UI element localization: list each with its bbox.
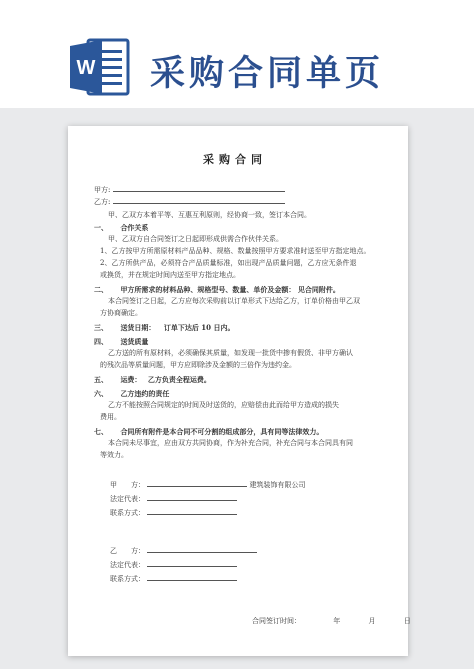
- section-2-title-2: 见合同附件。: [297, 285, 340, 294]
- sign-a-line: [110, 480, 305, 491]
- section-4-heading: [94, 336, 148, 347]
- section-1-title: 合作关系: [120, 223, 149, 232]
- sign-b-contact-blank: [147, 574, 237, 581]
- sign-a-company: 建筑装饰有限公司: [249, 481, 306, 489]
- section-1-p2: 1、乙方按甲方所需原材料产品品种、规格、数量按照甲方要求准时送至甲方指定地点。: [100, 247, 371, 255]
- party-a-label: 甲方:: [94, 186, 111, 194]
- sign-a-contact-blank: [147, 508, 237, 515]
- section-3-num: 三、: [94, 323, 108, 332]
- word-icon: [68, 36, 132, 98]
- section-1-p1: 甲、乙双方自合同签订之日起即形成供需合作伙伴关系。: [108, 235, 283, 243]
- sign-a-contact-label: 联系方式：: [110, 509, 145, 517]
- section-3-title: 送货日期：: [120, 323, 156, 332]
- section-2-p1a: 本合同签订之日起，乙方应每次采购前以订单形式下达给乙方，订单价格由甲乙双: [108, 297, 360, 305]
- party-b-blank: [113, 197, 285, 204]
- section-4-num: 四、: [94, 337, 108, 346]
- section-3-title-2: 订单下达后 10 日内。: [163, 323, 235, 332]
- section-3-heading: [94, 322, 235, 333]
- sign-a-label: 甲 方：: [110, 481, 145, 489]
- sign-a-rep-line: [110, 494, 237, 505]
- document-page: [68, 126, 411, 656]
- sign-b-rep-label: 法定代表：: [110, 561, 145, 569]
- section-7-num: 七、: [94, 427, 108, 436]
- section-1-heading: [94, 222, 148, 233]
- section-6-heading: [94, 388, 169, 399]
- section-4-p1a: 乙方送的所有原材料，必须确保其质量，如发现一批货中掺有假货、非甲方确认: [108, 349, 353, 357]
- sign-a-blank: [147, 480, 247, 487]
- section-6-p1b: 费用。: [100, 413, 121, 421]
- sign-b-rep-line: [110, 560, 237, 571]
- sign-b-blank: [147, 546, 257, 553]
- sign-a-rep-label: 法定代表：: [110, 495, 145, 503]
- section-7-p1b: 等效力。: [100, 451, 128, 459]
- section-6-title: 乙方违约的责任: [120, 389, 170, 398]
- signing-date-line: [252, 616, 411, 627]
- section-2-p1b: 方协商确定。: [100, 309, 142, 317]
- section-1-p3a: 2、乙方所供产品，必须符合产品质量标准，如出现产品质量问题，乙方应无条件退: [100, 259, 357, 267]
- sign-b-rep-blank: [147, 560, 237, 567]
- section-4-title: 送货质量: [120, 337, 149, 346]
- banner: [0, 0, 474, 108]
- section-5-title-2: 乙方负责全程运费。: [147, 375, 211, 384]
- section-6-num: 六、: [94, 389, 108, 398]
- party-a-line: [94, 185, 285, 196]
- section-5-title: 运费：: [120, 375, 142, 384]
- signing-date-label: 合同签订时间：: [252, 617, 301, 625]
- section-6-p1a: 乙方不能按照合同规定的时间及时送货的，应赔偿由此而给甲方造成的损失: [108, 401, 339, 409]
- section-2-heading: [94, 284, 340, 295]
- section-5-heading: [94, 374, 211, 385]
- section-2-title: 甲方所需求的材料品种、规格型号、数量、单价及金额：: [120, 285, 296, 294]
- section-5-num: 五、: [94, 375, 108, 384]
- party-b-line: [94, 197, 285, 208]
- intro-text: 甲、乙双方本着平等、互惠互利原则，经协商一致，签订本合同。: [108, 211, 311, 219]
- section-1-p3b: 或换货，并在规定时间内送至甲方指定地点。: [100, 271, 240, 279]
- sign-a-contact-line: [110, 508, 237, 519]
- sign-b-contact-label: 联系方式：: [110, 575, 145, 583]
- sign-a-rep-blank: [147, 494, 237, 501]
- section-7-p1a: 本合同未尽事宜，应由双方共同协商，作为补充合同，补充合同与本合同具有同: [108, 439, 353, 447]
- banner-title: 采购合同单页: [150, 54, 385, 94]
- signing-date-day: 日: [403, 617, 411, 625]
- signing-date-month: 月: [368, 617, 376, 625]
- party-a-blank: [113, 185, 285, 192]
- section-7-heading: [94, 426, 323, 437]
- sign-b-contact-line: [110, 574, 237, 585]
- section-7-title: 合同所有附件是本合同不可分割的组成部分，具有同等法律效力。: [120, 427, 324, 436]
- signing-date-year: 年: [333, 617, 341, 625]
- svg-text:W: W: [76, 57, 96, 79]
- sign-b-label: 乙 方：: [110, 547, 145, 555]
- sign-b-line: [110, 546, 257, 557]
- document-title: 采购合同: [203, 153, 267, 166]
- section-2-num: 二、: [94, 285, 108, 294]
- section-1-num: 一、: [94, 223, 108, 232]
- section-4-p1b: 的残次品等质量问题，甲方应即除涉及金额的三倍作为违约金。: [100, 361, 296, 369]
- party-b-label: 乙方:: [94, 198, 111, 206]
